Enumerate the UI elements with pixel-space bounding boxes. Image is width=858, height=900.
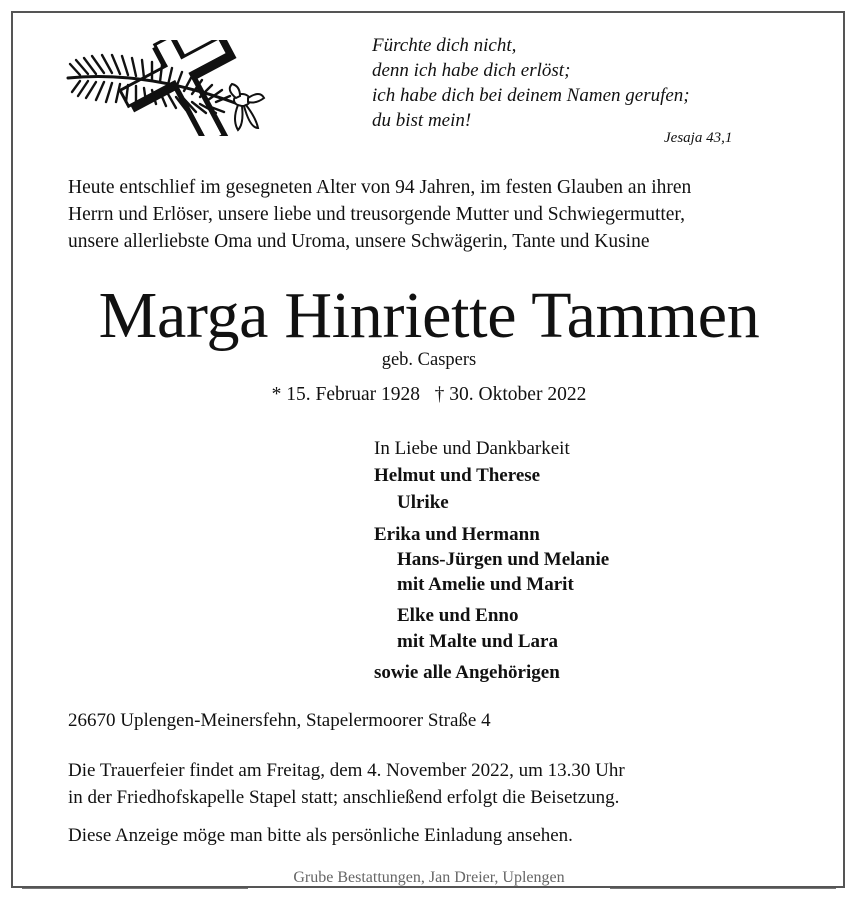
verse-line: Fürchte dich nicht, bbox=[372, 35, 517, 56]
birth-name: geb. Caspers bbox=[381, 350, 477, 370]
intro-text bbox=[68, 174, 808, 255]
funeral-line: Die Trauerfeier findet am Freitag, dem 4. November 2022, um 13.30 Uhr bbox=[68, 760, 625, 781]
verse-line: du bist mein! bbox=[372, 110, 472, 131]
bible-verse bbox=[372, 33, 690, 133]
funeral-info bbox=[68, 757, 625, 811]
address: 26670 Uplengen-Meinersfehn, Stapelermoorer Straße 4 bbox=[68, 710, 491, 731]
intro-line: Heute entschlief im gesegneten Alter von 94 Jahren, im festen Glauben an ihren bbox=[68, 177, 692, 198]
undertaker-credit bbox=[0, 869, 858, 887]
footer-divider-right bbox=[610, 888, 836, 889]
intro-line: unsere allerliebste Oma und Uroma, unsere Schwägerin, Tante und Kusine bbox=[68, 231, 650, 252]
mourner-line: Helmut und Therese bbox=[374, 465, 541, 486]
verse-line: ich habe dich bei deinem Namen gerufen; bbox=[372, 85, 690, 106]
cross-with-palm-branch-icon bbox=[66, 40, 272, 136]
undertaker-name: Grube Bestattungen, Jan Dreier, Uplengen bbox=[285, 869, 572, 886]
mourner-line: sowie alle Angehörigen bbox=[374, 662, 560, 683]
footer-divider-left bbox=[22, 888, 248, 889]
life-dates: * 15. Februar 1928 † 30. Oktober 2022 bbox=[271, 384, 587, 405]
mourner-line: Hans-Jürgen und Melanie bbox=[397, 549, 610, 570]
mourner-line: Ulrike bbox=[397, 492, 449, 513]
verse-line: denn ich habe dich erlöst; bbox=[372, 60, 571, 81]
intro-line: Herrn und Erlöser, unsere liebe und treusorgende Mutter und Schwiegermutter, bbox=[68, 204, 686, 225]
invitation-note: Diese Anzeige möge man bitte als persönliche Einladung ansehen. bbox=[68, 825, 573, 846]
deceased-name: Marga Hinriette Tammen bbox=[98, 279, 760, 352]
mourner-line: mit Amelie und Marit bbox=[397, 574, 574, 595]
mourner-line: Elke und Enno bbox=[397, 605, 519, 626]
verse-reference: Jesaja 43,1 bbox=[664, 130, 733, 146]
mourner-line: Erika und Hermann bbox=[374, 524, 540, 545]
mourners-heading: In Liebe und Dankbarkeit bbox=[374, 438, 570, 459]
mourner-line: mit Malte und Lara bbox=[397, 631, 558, 652]
funeral-line: in der Friedhofskapelle Stapel statt; anschließend erfolgt die Beisetzung. bbox=[68, 787, 620, 808]
